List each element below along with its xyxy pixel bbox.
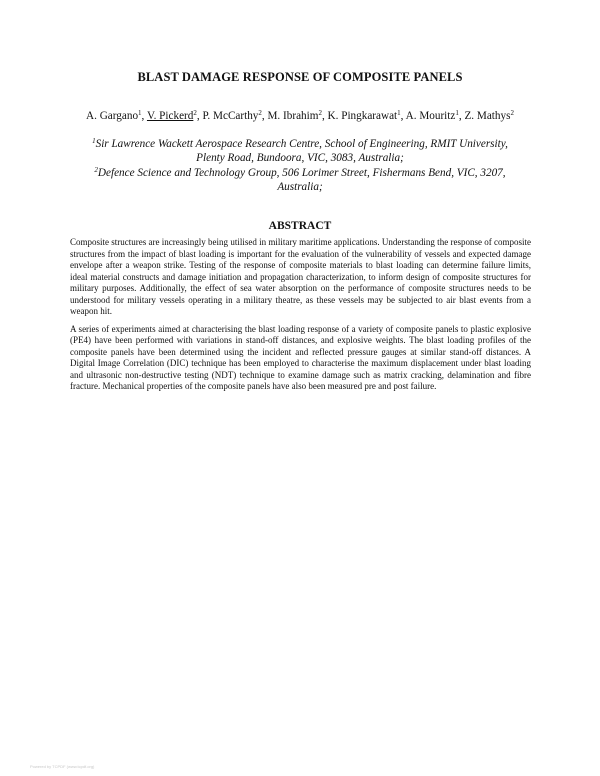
paper-title: BLAST DAMAGE RESPONSE OF COMPOSITE PANELS — [137, 70, 463, 84]
author-name: A. Gargano — [86, 110, 139, 122]
author: A. Mouritz$^1$, — [405, 109, 465, 122]
author: V. Pickerd$^2$, — [146, 109, 203, 122]
affiliation-block — [40, 137, 560, 194]
abstract-paragraph: A series of experiments aimed at characterising the blast loading response of a variety of composite panels to plastic explosive (PE4) have been performed with variations in stand-off distances, and explosive weights. The blast loading profiles of the composite panels have been determined using the incident and reflected pressure gauges at similar stand-off distances. A Digital Image Correlation (DIC) technique has been employed to characterise the maximum displacement under blast loading and ultrasonic non-destructive testing (NDT) technique to examine damage such as matrix cracking, delamination and fibre fracture. Mechanical properties of the composite panels have also been measured pre and post failure. — [70, 323, 531, 391]
author-name: A. Mouritz — [405, 110, 456, 122]
affiliation-line: Australia; — [277, 180, 323, 193]
author: M. Ibrahim$^2$, — [267, 109, 328, 122]
author-affiliation-mark: 2 — [510, 109, 514, 117]
author: K. Pingkarawat$^1$, — [327, 109, 406, 122]
author: A. Gargano$^1$, — [86, 109, 147, 122]
affiliation — [40, 137, 560, 166]
affiliation-mark: 2 — [94, 165, 98, 174]
author-affiliation-mark: 1 — [138, 109, 142, 117]
affiliation — [40, 166, 560, 195]
footer-watermark: Powered by TCPDF (www.tcpdf.org) — [30, 764, 95, 769]
affiliation-line: Defence Science and Technology Group, 506 Lorimer Street, Fishermans Bend, VIC, 3207, — [97, 166, 506, 179]
author-name: P. McCarthy — [202, 110, 259, 122]
author-affiliation-mark: 1 — [397, 109, 401, 117]
author-affiliation-mark: 2 — [318, 109, 322, 117]
author-name: M. Ibrahim — [267, 110, 319, 122]
affiliation-line: Sir Lawrence Wackett Aerospace Research Centre, School of Engineering, RMIT University, — [95, 138, 508, 150]
abstract-body — [70, 237, 531, 399]
author-affiliation-mark: 2 — [258, 109, 262, 117]
abstract-paragraph: Composite structures are increasingly being utilised in military maritime applications. Understanding the response of composite structures from the impact of blast loading is important for the evaluation of the vulnerability of vessels and expected damage envelope after a weapon strike. Testing of the response of composite materials to blast loading can determine failure limits, ideal material constructs and damage initiation and propagation characterization, to inform design of composite structures for military purposes. Additionally, the effect of sea water absorption on the performance of composite structures needs to be understood for military vessels operating in a military theatre, as these vessels may be subjected to air blast events from a weapon hit. — [70, 237, 531, 316]
abstract-heading: ABSTRACT — [268, 220, 332, 232]
author-affiliation-mark: 1 — [455, 109, 459, 117]
affiliation-line: Plenty Road, Bundoora, VIC, 3083, Australia; — [196, 152, 404, 165]
affiliation-mark: 1 — [92, 137, 96, 145]
presenting-author-name: V. Pickerd — [146, 110, 194, 122]
author-list — [30, 110, 570, 122]
author-affiliation-mark: 2 — [193, 109, 197, 117]
author — [464, 110, 514, 122]
author: P. McCarthy$^2$, — [202, 109, 268, 122]
author-name: K. Pingkarawat — [327, 110, 398, 122]
author-name: Z. Mathys — [464, 110, 511, 122]
